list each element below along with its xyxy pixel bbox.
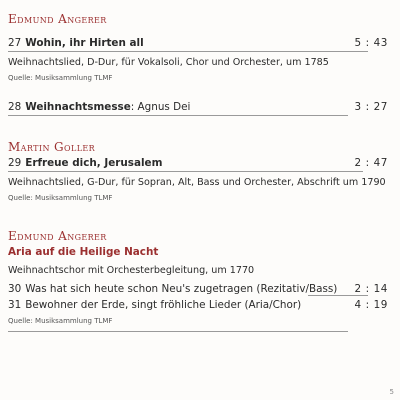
track-title: Bewohner der Erde, singt fröhliche Lieder (Aria/Chor) [25, 299, 302, 311]
track-description: Weihnachtslied, D-Dur, für Vokalsoli, Chor und Orchester, um 1785 [8, 57, 329, 68]
source-note: Quelle: Musiksammlung TLMF [8, 194, 113, 202]
track-number: 31 [8, 299, 22, 311]
track-duration: 4 : 19 [354, 299, 388, 311]
composer-heading: Martin Goller [8, 140, 96, 154]
page-number: 5 [389, 388, 394, 396]
track-title: Was hat sich heute schon Neu's zugetragen (Rezitativ/Bass) [25, 283, 338, 295]
track-title: Wohin, ihr Hirten all [25, 37, 144, 49]
track-number: 29 [8, 157, 22, 169]
track-number: 27 [8, 37, 22, 49]
track-number: 30 [8, 283, 22, 295]
track-29 [8, 157, 388, 169]
track-30 [8, 283, 388, 295]
track-title: Weihnachtsmesse [25, 101, 131, 113]
track-duration: 5 : 43 [354, 37, 388, 49]
divider [8, 51, 368, 52]
track-number: 28 [8, 101, 22, 113]
booklet-page [8, 0, 392, 400]
composer-heading: Edmund Angerer [8, 12, 107, 26]
divider [8, 331, 348, 332]
divider [308, 295, 368, 296]
track-31 [8, 299, 388, 311]
track-subtitle: : Agnus Dei [130, 101, 191, 113]
work-title: Aria auf die Heilige Nacht [8, 246, 159, 258]
track-title: Erfreue dich, Jerusalem [25, 157, 163, 169]
divider [8, 171, 363, 172]
composer-heading: Edmund Angerer [8, 229, 107, 243]
track-duration: 3 : 27 [354, 101, 388, 113]
track-27 [8, 37, 388, 49]
track-description: Weihnachtslied, G-Dur, für Sopran, Alt, Bass und Orchester, Abschrift um 1790 [8, 177, 386, 188]
source-note: Quelle: Musiksammlung TLMF [8, 317, 113, 325]
track-duration: 2 : 47 [354, 157, 388, 169]
work-description: Weihnachtschor mit Orchesterbegleitung, um 1770 [8, 265, 255, 276]
track-28 [8, 101, 388, 113]
source-note: Quelle: Musiksammlung TLMF [8, 74, 113, 82]
divider [8, 115, 348, 116]
track-duration: 2 : 14 [354, 283, 388, 295]
